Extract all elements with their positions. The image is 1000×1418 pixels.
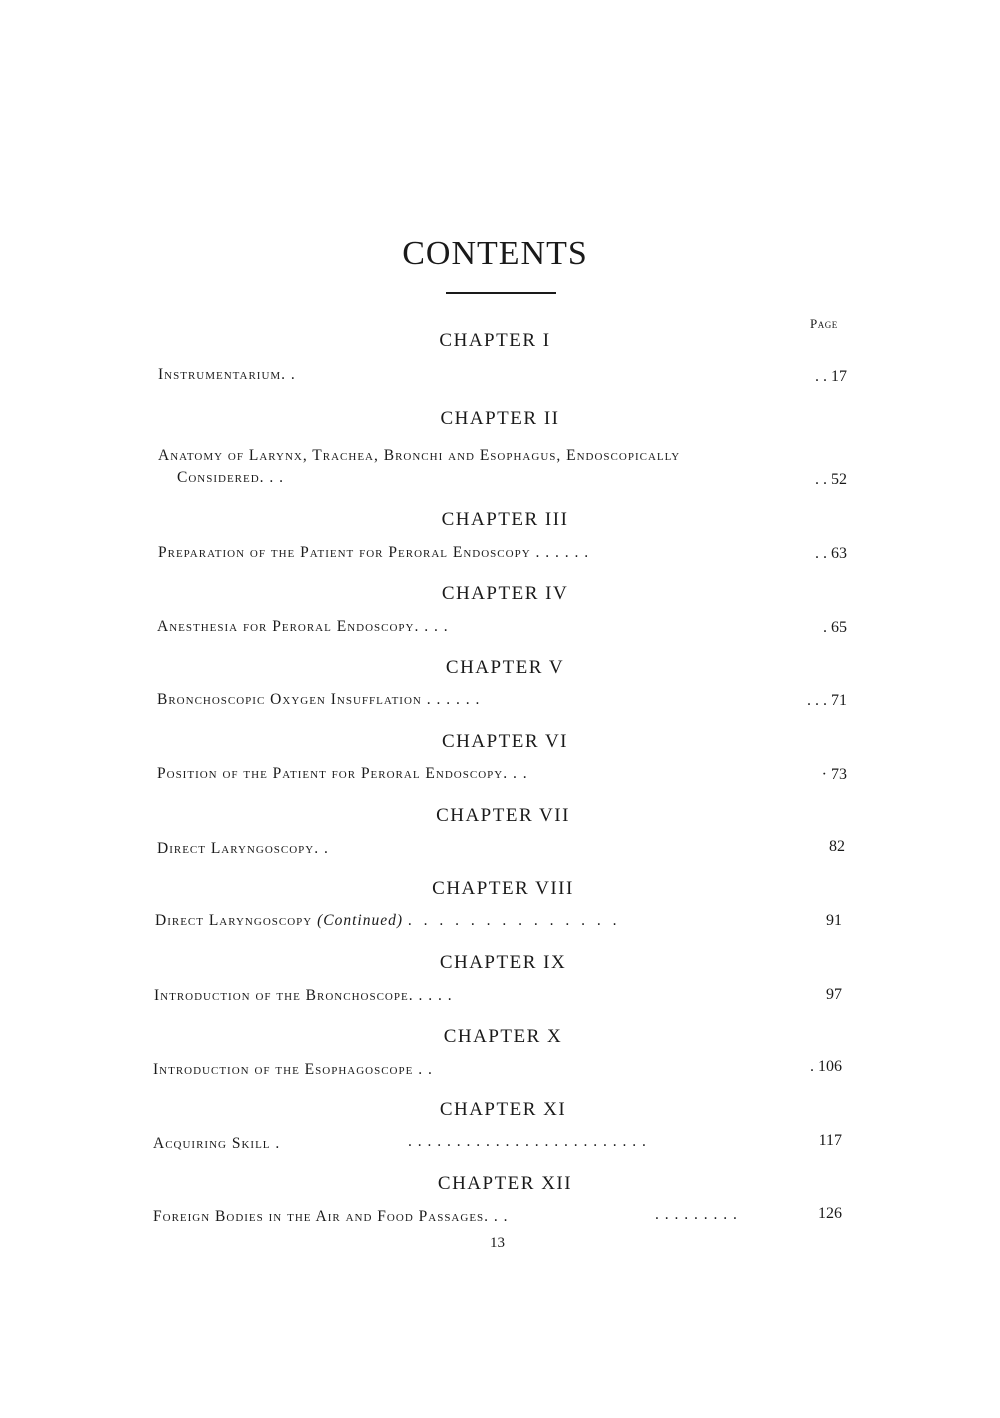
leader-dots: . . . . . . . . . . . . . . bbox=[407, 912, 621, 929]
chapter-title: Direct Laryngoscopy. . bbox=[157, 840, 329, 857]
chapter-heading: CHAPTER III bbox=[441, 509, 569, 530]
chapter-page: . 65 bbox=[823, 619, 847, 636]
chapter-heading: CHAPTER I bbox=[439, 330, 551, 351]
chapter-page: . 106 bbox=[810, 1058, 842, 1075]
chapter-heading: CHAPTER VIII bbox=[432, 878, 574, 899]
chapter-title: Anesthesia for Peroral Endoscopy. . . . bbox=[157, 618, 449, 635]
chapter-heading: CHAPTER XII bbox=[437, 1173, 573, 1194]
chapter-page: 97 bbox=[826, 986, 842, 1003]
chapter-page: 91 bbox=[826, 912, 842, 929]
page-column-label: Page bbox=[810, 316, 838, 331]
chapter-heading: CHAPTER VI bbox=[441, 731, 569, 752]
chapter-title: Anatomy of Larynx, Trachea, Bronchi and Esophagus, Endoscopically bbox=[158, 447, 681, 464]
chapter-heading: CHAPTER IV bbox=[441, 583, 569, 604]
chapter-title: Acquiring Skill . bbox=[153, 1135, 281, 1152]
chapter-title: Bronchoscopic Oxygen Insufflation . . . . . . bbox=[157, 691, 481, 708]
leader-dots: . . . . . . . . . . . . . . . . . . . . . . . . . bbox=[408, 1133, 647, 1150]
chapter-title: Preparation of the Patient for Peroral Endoscopy . . . . . . bbox=[158, 544, 590, 561]
chapter-title-text: Direct Laryngoscopy bbox=[155, 912, 313, 929]
chapter-page: . . . 71 bbox=[807, 692, 847, 709]
chapter-title: Position of the Patient for Peroral Endoscopy. . . bbox=[157, 765, 528, 782]
chapter-heading: CHAPTER V bbox=[445, 657, 565, 678]
chapter-heading: CHAPTER XI bbox=[439, 1099, 567, 1120]
chapter-title: Introduction of the Bronchoscope. . . . . bbox=[154, 987, 453, 1004]
chapter-heading: CHAPTER IX bbox=[439, 952, 567, 973]
chapter-page: . . 52 bbox=[815, 471, 847, 488]
chapter-page: . . 63 bbox=[815, 545, 847, 562]
chapter-title-continued: Considered. . . bbox=[177, 469, 285, 486]
chapter-title bbox=[155, 912, 621, 930]
chapter-page: 126 bbox=[818, 1205, 842, 1222]
chapter-title: Introduction of the Esophagoscope . . bbox=[153, 1061, 433, 1078]
chapter-title-italic: (Continued) bbox=[317, 912, 404, 929]
chapter-heading: CHAPTER II bbox=[440, 408, 560, 429]
title-rule bbox=[446, 292, 556, 294]
chapter-page: 117 bbox=[818, 1132, 842, 1149]
chapter-title: Foreign Bodies in the Air and Food Passages. . . bbox=[153, 1208, 509, 1225]
leader-dots: . . . . . . . . . bbox=[655, 1206, 738, 1223]
page-number: 13 bbox=[490, 1235, 505, 1251]
page-title: CONTENTS bbox=[402, 235, 588, 272]
chapter-heading: CHAPTER X bbox=[443, 1026, 563, 1047]
chapter-page: · 73 bbox=[821, 766, 847, 783]
chapter-heading: CHAPTER VII bbox=[436, 805, 570, 826]
chapter-title: Instrumentarium. . bbox=[158, 366, 296, 383]
chapter-page: 82 bbox=[829, 838, 845, 855]
chapter-page: . . 17 bbox=[815, 368, 847, 385]
